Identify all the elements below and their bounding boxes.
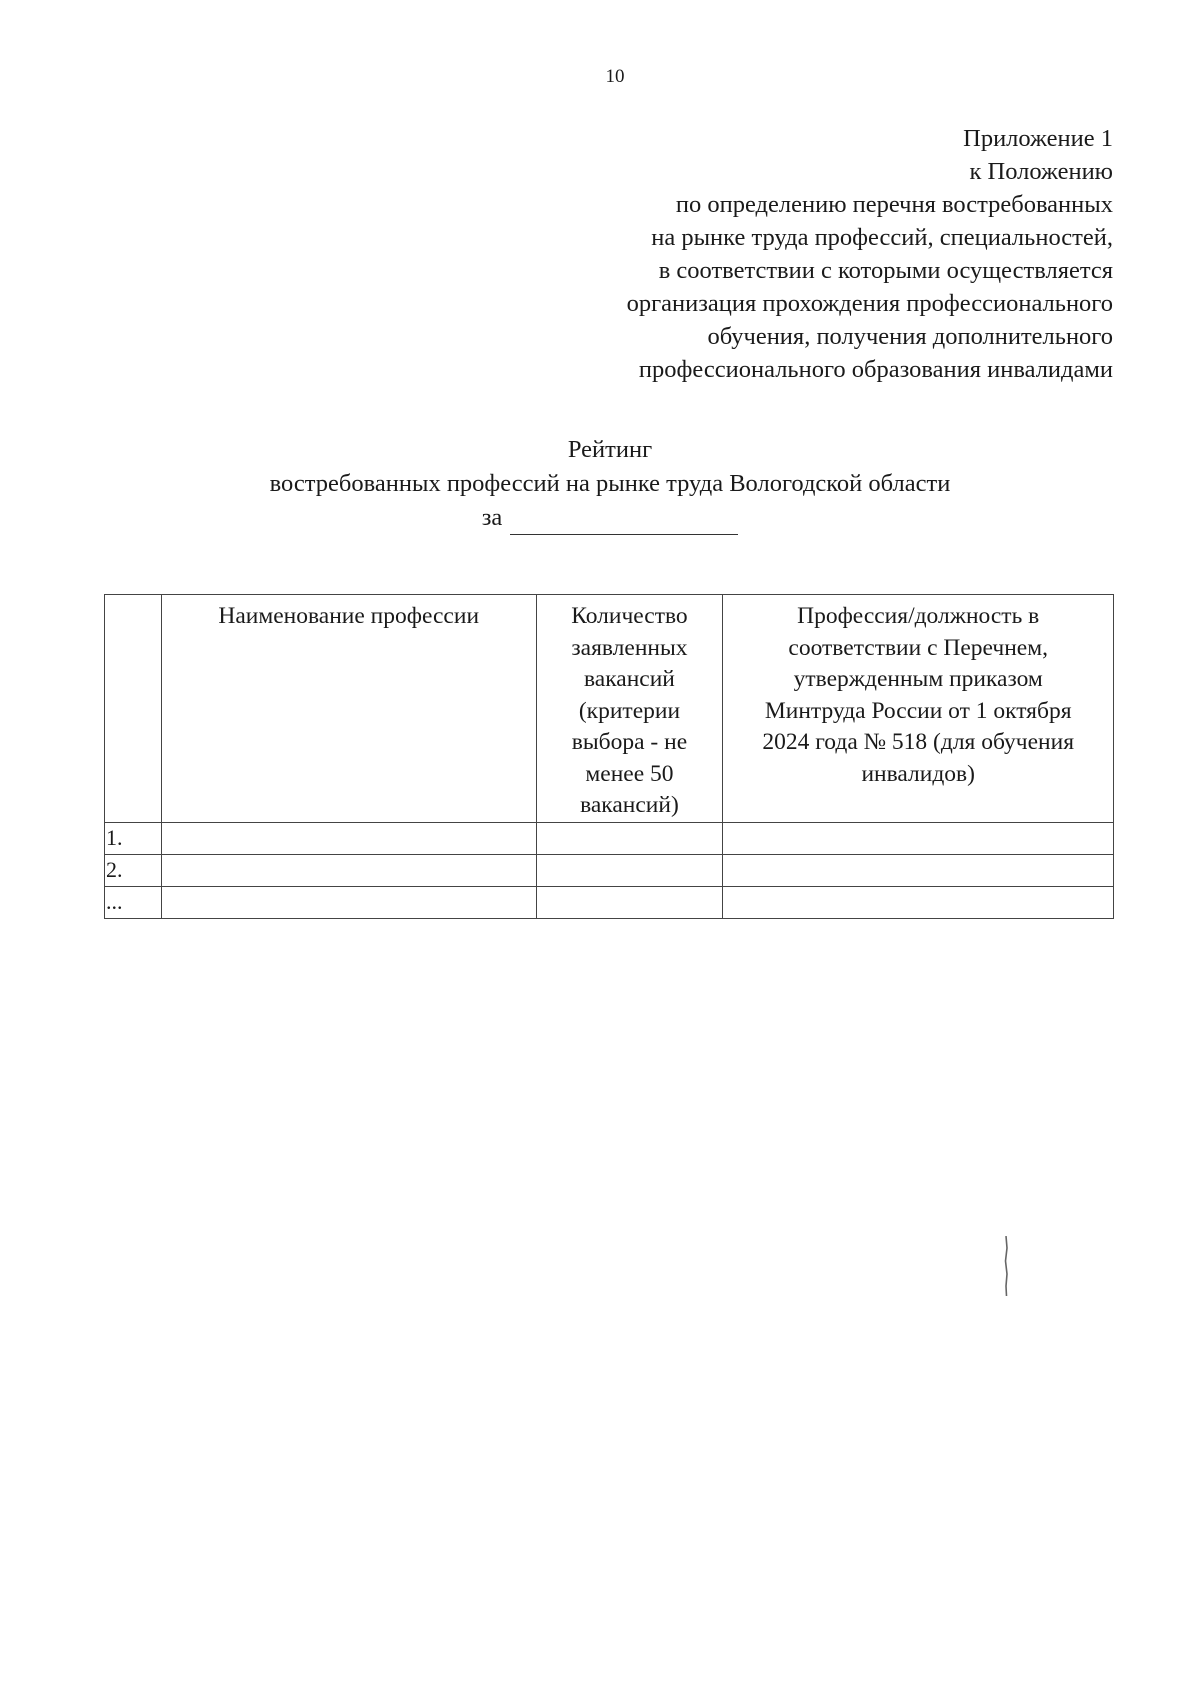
header-profession-line: Минтруда России от 1 октября bbox=[764, 697, 1072, 724]
rating-table bbox=[104, 594, 1114, 919]
header-count-line: заявленных bbox=[571, 634, 688, 661]
appendix-line: обучения, получения дополнительного bbox=[707, 323, 1113, 350]
table-row bbox=[105, 822, 1114, 854]
header-count-line: выбора - не bbox=[571, 729, 688, 755]
appendix-reference bbox=[413, 122, 1113, 386]
row-number: 2. bbox=[105, 854, 162, 886]
title-heading: Рейтинг bbox=[567, 436, 653, 463]
scan-mark bbox=[1004, 1236, 1008, 1296]
row-count-cell bbox=[536, 886, 723, 918]
appendix-line: по определению перечня востребованных bbox=[675, 191, 1113, 218]
appendix-line: Приложение 1 bbox=[963, 125, 1113, 152]
document-title bbox=[0, 433, 1200, 535]
appendix-line: к Положению bbox=[969, 158, 1113, 185]
header-profession-line: Профессия/должность в bbox=[797, 603, 1040, 629]
period-blank-line bbox=[510, 508, 738, 535]
table-row bbox=[105, 854, 1114, 886]
header-count-line: Количество bbox=[571, 603, 688, 629]
row-profession-cell bbox=[723, 886, 1114, 918]
header-count-line: вакансий bbox=[584, 666, 675, 692]
title-period bbox=[0, 501, 1200, 535]
header-count-line: менее 50 bbox=[585, 760, 674, 787]
header-number bbox=[105, 595, 162, 823]
header-profession-line: 2024 года № 518 (для обучения bbox=[762, 729, 1075, 755]
appendix-line: организация прохождения профессионального bbox=[626, 290, 1113, 317]
row-name-cell bbox=[161, 822, 536, 854]
row-number: 1. bbox=[105, 822, 162, 854]
header-profession bbox=[723, 595, 1114, 823]
row-profession-cell bbox=[723, 822, 1114, 854]
row-name-cell bbox=[161, 886, 536, 918]
page-number: 10 bbox=[605, 66, 625, 87]
row-count-cell bbox=[536, 854, 723, 886]
appendix-line: в соответствии с которыми осуществляется bbox=[658, 257, 1113, 284]
row-profession-cell bbox=[723, 854, 1114, 886]
title-subtitle: востребованных профессий на рынке труда Вологодской области bbox=[269, 470, 951, 497]
appendix-line: профессионального образования инвалидами bbox=[638, 356, 1113, 383]
header-count-line: (критерии bbox=[578, 697, 681, 724]
header-count-line: вакансий) bbox=[580, 792, 679, 818]
header-count bbox=[536, 595, 723, 823]
row-number: ... bbox=[105, 886, 162, 918]
header-profession-line: инвалидов) bbox=[861, 760, 975, 787]
header-name: Наименование профессии bbox=[161, 595, 536, 823]
header-profession-line: утвержденным приказом bbox=[793, 666, 1043, 692]
table-header-row bbox=[105, 595, 1114, 823]
row-name-cell bbox=[161, 854, 536, 886]
row-count-cell bbox=[536, 822, 723, 854]
period-prefix: за bbox=[481, 504, 503, 531]
table-row bbox=[105, 886, 1114, 918]
appendix-line: на рынке труда профессий, специальностей, bbox=[651, 224, 1113, 251]
header-profession-line: соответствии с Перечнем, bbox=[788, 634, 1048, 661]
